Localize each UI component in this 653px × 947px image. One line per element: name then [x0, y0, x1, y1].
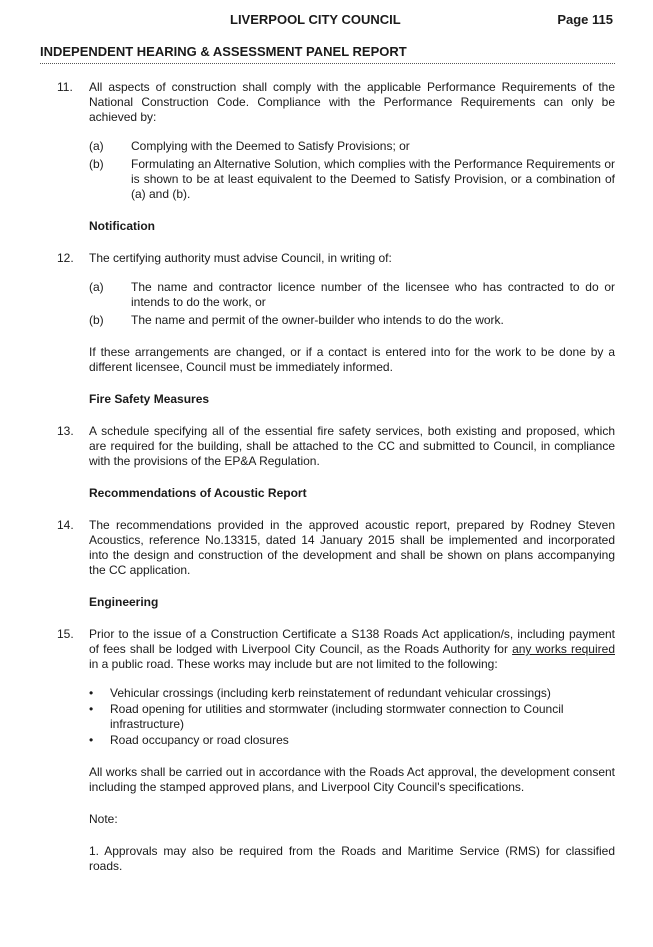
sub-item-text: The name and contractor licence number of the licensee who has contracted to do or intends to do the work, or — [131, 280, 615, 309]
paragraph-roads-act: All works shall be carried out in accordance with the Roads Act approval, the development consent including the stamped approved plans, and Liverpool City Council's specifications. — [89, 765, 615, 794]
condition-15 — [40, 627, 615, 748]
condition-12 — [40, 251, 615, 328]
bullet-icon: • — [89, 702, 94, 716]
note-item-1: 1. Approvals may also be required from the Roads and Maritime Service (RMS) for classified roads. — [89, 844, 615, 873]
section-heading-notification: Notification — [89, 219, 155, 233]
condition-text-end: in a public road. These works may include but are not limited to the following: — [89, 657, 498, 671]
section-heading-acoustic: Recommendations of Acoustic Report — [89, 486, 307, 500]
council-name: LIVERPOOL CITY COUNCIL — [230, 12, 401, 27]
underlined-phrase: any works required — [512, 642, 615, 656]
list-item-text: Road opening for utilities and stormwater (including stormwater connection to Council infrastructure) — [110, 702, 564, 731]
sub-item-text: Complying with the Deemed to Satisfy Provisions; or — [131, 139, 410, 153]
list-item — [89, 733, 615, 748]
works-bullet-list — [89, 686, 615, 748]
sub-item-label: (b) — [89, 157, 104, 171]
sub-item-a — [89, 280, 615, 310]
sub-item-label: (b) — [89, 313, 104, 327]
condition-number: 11. — [57, 80, 73, 94]
condition-14 — [40, 518, 615, 578]
sub-item-text: The name and permit of the owner-builder who intends to do the work. — [131, 313, 504, 327]
section-heading-engineering: Engineering — [89, 595, 159, 609]
condition-text-start: Prior to the issue of a Construction Certificate a S138 Roads Act application/s, including payment of fees shall be lodged with Liverpool City Council, as the Roads Authority for — [89, 627, 615, 656]
list-item — [89, 702, 615, 732]
condition-number: 15. — [57, 627, 74, 641]
list-item — [89, 686, 615, 701]
condition-text: The certifying authority must advise Council, in writing of: — [89, 251, 392, 265]
sub-item-label: (a) — [89, 139, 104, 153]
condition-number: 12. — [57, 251, 74, 265]
list-item-text: Road occupancy or road closures — [110, 733, 289, 747]
condition-text — [89, 627, 615, 672]
note-label: Note: — [89, 812, 118, 826]
sub-list — [89, 139, 615, 202]
condition-11 — [40, 80, 615, 202]
paragraph-arrangements: If these arrangements are changed, or if a contact is entered into for the work to be done by a different licensee, Council must be immediately informed. — [89, 345, 615, 374]
bullet-icon: • — [89, 733, 94, 747]
sub-item-text: Formulating an Alternative Solution, which complies with the Performance Requirements or is shown to be at least equivalent to the Deemed to Satisfy Provision, or a combination of (a) and (b). — [131, 157, 615, 201]
sub-item-label: (a) — [89, 280, 104, 294]
bullet-icon: • — [89, 686, 94, 700]
condition-text: All aspects of construction shall comply with the applicable Performance Requirements of the National Construction Code. Compliance with the Performance Requirements can only be achieved by: — [89, 80, 615, 124]
report-title: INDEPENDENT HEARING & ASSESSMENT PANEL REPORT — [40, 44, 407, 59]
condition-text: A schedule specifying all of the essential fire safety services, both existing and proposed, which are required for the building, shall be attached to the CC and submitted to Council, in compliance with the provisions of the EP&A Regulation. — [89, 424, 615, 468]
condition-13 — [40, 424, 615, 469]
page-number: Page 115 — [557, 12, 613, 27]
section-heading-fire-safety: Fire Safety Measures — [89, 392, 210, 406]
sub-list — [89, 280, 615, 328]
sub-item-a — [89, 139, 615, 154]
sub-item-b — [89, 157, 615, 202]
document-body — [40, 80, 615, 891]
condition-number: 14. — [57, 518, 74, 532]
sub-item-b — [89, 313, 615, 328]
condition-number: 13. — [57, 424, 74, 438]
condition-text: The recommendations provided in the approved acoustic report, prepared by Rodney Steven Acoustics, reference No.13315, dated 14 January 2015 shall be implemented and incorporated into the design and construction of the development and shall be shown on plans accompanying the CC application. — [89, 518, 615, 577]
list-item-text: Vehicular crossings (including kerb reinstatement of redundant vehicular crossings) — [110, 686, 551, 700]
header-divider — [40, 63, 615, 64]
